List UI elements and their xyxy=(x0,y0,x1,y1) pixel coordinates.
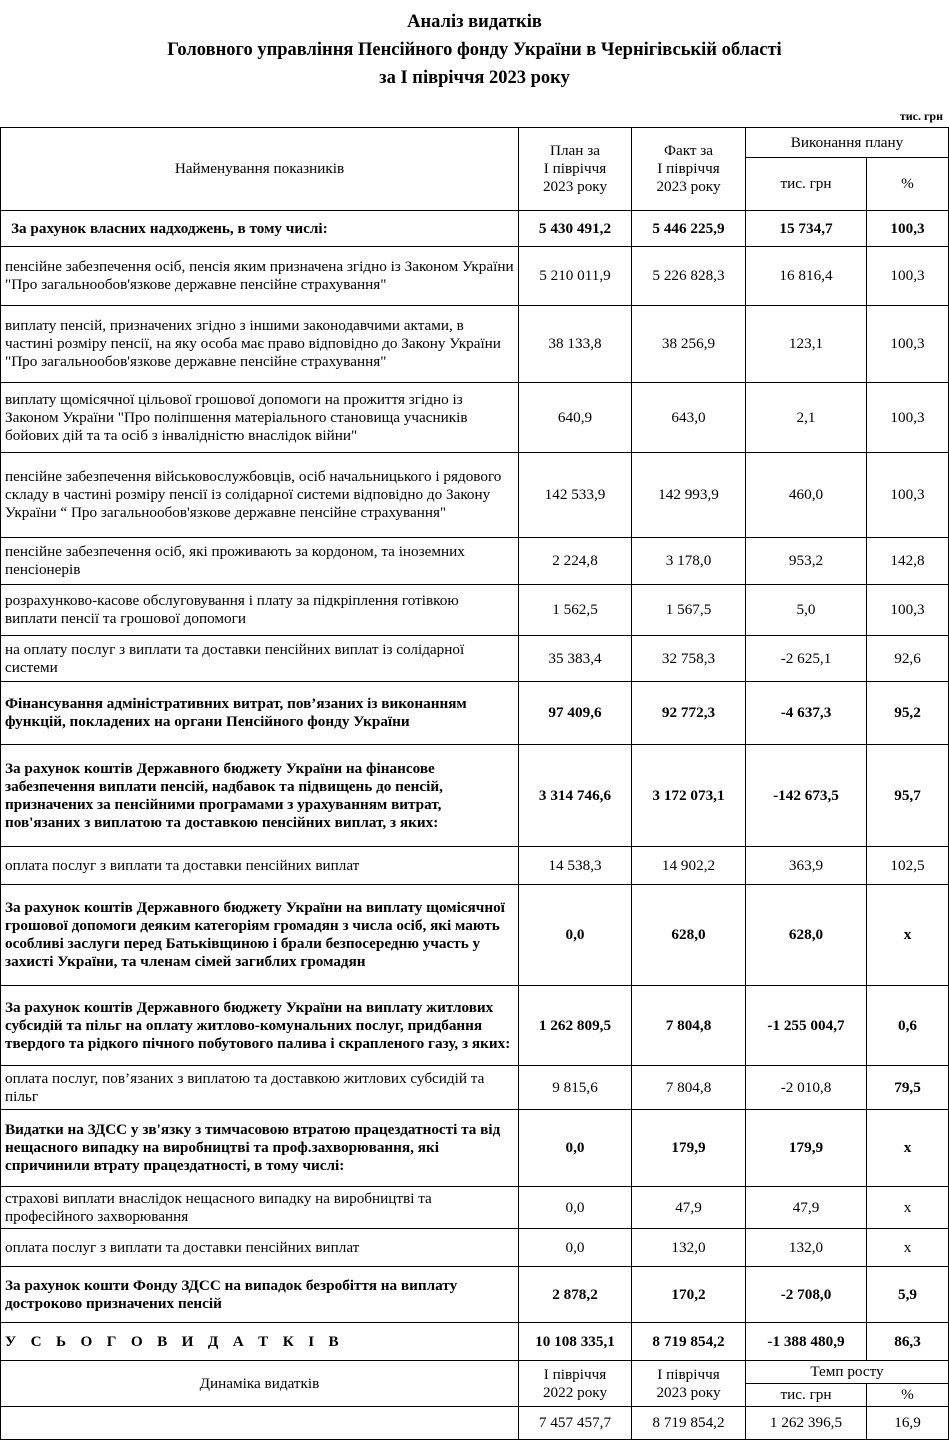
row-exec-pct: 0,6 xyxy=(867,986,949,1066)
row-plan: 14 538,3 xyxy=(519,847,632,885)
report-title xyxy=(0,8,949,92)
row-exec-abs: 16 816,4 xyxy=(746,247,867,306)
row-name: За рахунок коштів Державного бюджету України на фінансове забезпечення виплати пенсій, надбавок та підвищень до пенсій, призначених за пенсійними програмами з урахуванням витрат, пов'язаних з виплатою та доставкою пенсійних виплат, з яких: xyxy=(1,745,519,847)
row-fact: 14 902,2 xyxy=(632,847,746,885)
row-name: Видатки на ЗДСС у зв'язку з тимчасовою втратою працездатності та від нещасного випадку на виробництві та проф.захворювання, які спричинили втрату працездатності, в тому числі: xyxy=(1,1110,519,1187)
row-exec-pct: 95,7 xyxy=(867,745,949,847)
row-exec-abs: 460,0 xyxy=(746,453,867,538)
row-name: За рахунок власних надходжень, в тому числі: xyxy=(1,211,519,247)
table-row xyxy=(1,383,949,453)
row-exec-pct: 142,8 xyxy=(867,538,949,585)
row-exec-pct: 100,3 xyxy=(867,306,949,383)
row-fact: 7 804,8 xyxy=(632,1066,746,1110)
total-plan: 10 108 335,1 xyxy=(519,1323,632,1361)
row-fact: 643,0 xyxy=(632,383,746,453)
row-plan: 2 878,2 xyxy=(519,1267,632,1323)
row-fact: 170,2 xyxy=(632,1267,746,1323)
row-name: виплату пенсій, призначених згідно з іншими законодавчими актами, в частині розміру пенсії, на яку особа має право відповідно до Закону України "Про загальнообов'язкове державне пенсійне страхування" xyxy=(1,306,519,383)
table-row xyxy=(1,1229,949,1267)
table-row xyxy=(1,211,949,247)
dynamics-prev-line-1: І півріччя xyxy=(543,1365,607,1383)
header-exec-abs: тис. грн xyxy=(746,158,867,211)
row-exec-abs: 2,1 xyxy=(746,383,867,453)
row-exec-abs: -2 010,8 xyxy=(746,1066,867,1110)
row-exec-abs: 132,0 xyxy=(746,1229,867,1267)
dynamics-cur-line-2: 2023 року xyxy=(656,1383,721,1401)
table-row xyxy=(1,745,949,847)
row-exec-pct: х xyxy=(867,1229,949,1267)
total-exec-pct: 86,3 xyxy=(867,1323,949,1361)
dynamics-cur-value: 8 719 854,2 xyxy=(632,1407,746,1440)
header-plan xyxy=(519,128,632,211)
table-row xyxy=(1,682,949,745)
expenditure-table xyxy=(0,127,949,1440)
header-execution: Виконання плану xyxy=(746,128,949,158)
dynamics-header-row xyxy=(1,1361,949,1384)
table-row xyxy=(1,453,949,538)
row-exec-pct: 102,5 xyxy=(867,847,949,885)
header-plan-line-3: 2023 року xyxy=(542,178,608,195)
table-row xyxy=(1,885,949,986)
row-exec-abs: -4 637,3 xyxy=(746,682,867,745)
row-name: пенсійне забезпечення військовослужбовців, осіб начальницького і рядового складу в частині розміру пенсії із солідарної системи відповідно до Закону України “ Про загальнообов'язкове державне пенсійне страхування" xyxy=(1,453,519,538)
dynamics-growth-header: Темп росту xyxy=(746,1361,949,1384)
row-name: на оплату послуг з виплати та доставки пенсійних виплат із солідарної системи xyxy=(1,636,519,682)
row-exec-pct: 79,5 xyxy=(867,1066,949,1110)
row-exec-abs: 953,2 xyxy=(746,538,867,585)
total-fact: 8 719 854,2 xyxy=(632,1323,746,1361)
document-page xyxy=(0,8,949,1448)
row-fact: 5 446 225,9 xyxy=(632,211,746,247)
row-name: пенсійне забезпечення осіб, які проживають за кордоном, та іноземних пенсіонерів xyxy=(1,538,519,585)
row-plan: 5 210 011,9 xyxy=(519,247,632,306)
row-name: пенсійне забезпечення осіб, пенсія яким призначена згідно із Законом України "Про загальнообов'язкове державне пенсійне страхування" xyxy=(1,247,519,306)
header-exec-pct: % xyxy=(867,158,949,211)
row-exec-abs: 363,9 xyxy=(746,847,867,885)
row-exec-abs: -1 255 004,7 xyxy=(746,986,867,1066)
row-exec-abs: -2 625,1 xyxy=(746,636,867,682)
row-plan: 35 383,4 xyxy=(519,636,632,682)
header-row xyxy=(1,128,949,158)
row-fact: 3 172 073,1 xyxy=(632,745,746,847)
table-row xyxy=(1,538,949,585)
row-fact: 7 804,8 xyxy=(632,986,746,1066)
total-row xyxy=(1,1323,949,1361)
row-plan: 9 815,6 xyxy=(519,1066,632,1110)
dynamics-empty-cell xyxy=(1,1407,519,1440)
row-exec-pct: 100,3 xyxy=(867,453,949,538)
title-line-1: Аналіз видатків xyxy=(407,12,542,32)
row-exec-abs: 15 734,7 xyxy=(746,211,867,247)
row-name: оплата послуг, пов’язаних з виплатою та доставкою житлових субсидій та пільг xyxy=(1,1066,519,1110)
row-exec-pct: 95,2 xyxy=(867,682,949,745)
row-fact: 32 758,3 xyxy=(632,636,746,682)
table-row xyxy=(1,1187,949,1229)
total-exec-abs: -1 388 480,9 xyxy=(746,1323,867,1361)
row-exec-pct: 5,9 xyxy=(867,1267,949,1323)
row-exec-pct: 100,3 xyxy=(867,383,949,453)
table-row xyxy=(1,847,949,885)
dynamics-growth-abs-header: тис. грн xyxy=(746,1384,867,1407)
header-fact-line-1: Факт за xyxy=(663,142,714,159)
row-name: За рахунок кошти Фонду ЗДСС на випадок безробіття на виплату достроково призначених пенсій xyxy=(1,1267,519,1323)
dynamics-label: Динаміка видатків xyxy=(1,1361,519,1407)
dynamics-values-row xyxy=(1,1407,949,1440)
row-exec-abs: 179,9 xyxy=(746,1110,867,1187)
table-row xyxy=(1,585,949,636)
row-name: виплату щомісячної цільової грошової допомоги на прожиття згідно із Законом України "Про поліпшення матеріального становища учасників бойових дій та та осіб з інвалідністю внаслідок війни" xyxy=(1,383,519,453)
row-name: страхові виплати внаслідок нещасного випадку на виробництві та професійного захворювання xyxy=(1,1187,519,1229)
row-plan: 0,0 xyxy=(519,885,632,986)
row-exec-pct: 100,3 xyxy=(867,211,949,247)
dynamics-prev-line-2: 2022 року xyxy=(542,1383,608,1401)
row-fact: 5 226 828,3 xyxy=(632,247,746,306)
row-exec-abs: -142 673,5 xyxy=(746,745,867,847)
row-name: За рахунок коштів Державного бюджету України на виплату щомісячної грошової допомоги деяким категоріям громадян з числа осіб, які мають особливі заслуги перед Батьківщиною і брали безпосередню участь у захисті України, та членам сімей загиблих громадян xyxy=(1,885,519,986)
dynamics-growth-pct-value: 16,9 xyxy=(867,1407,949,1440)
title-line-3: за І півріччя 2023 року xyxy=(379,68,570,88)
row-fact: 3 178,0 xyxy=(632,538,746,585)
row-exec-pct: 100,3 xyxy=(867,585,949,636)
units-label: тис. грн xyxy=(899,109,943,123)
header-fact-line-2: І півріччя xyxy=(657,160,720,177)
dynamics-prev-header xyxy=(519,1361,632,1407)
row-plan: 0,0 xyxy=(519,1110,632,1187)
table-row xyxy=(1,247,949,306)
row-name: оплата послуг з виплати та доставки пенсійних виплат xyxy=(1,847,519,885)
row-exec-abs: 628,0 xyxy=(746,885,867,986)
row-exec-abs: 123,1 xyxy=(746,306,867,383)
table-row xyxy=(1,1110,949,1187)
row-fact: 179,9 xyxy=(632,1110,746,1187)
row-plan: 0,0 xyxy=(519,1187,632,1229)
row-fact: 142 993,9 xyxy=(632,453,746,538)
title-line-2: Головного управління Пенсійного фонду України в Чернігівській області xyxy=(167,40,782,60)
row-plan: 38 133,8 xyxy=(519,306,632,383)
row-exec-abs: 47,9 xyxy=(746,1187,867,1229)
header-plan-line-1: План за xyxy=(550,142,600,159)
row-plan: 2 224,8 xyxy=(519,538,632,585)
row-exec-abs: 5,0 xyxy=(746,585,867,636)
dynamics-prev-value: 7 457 457,7 xyxy=(519,1407,632,1440)
dynamics-growth-abs-value: 1 262 396,5 xyxy=(746,1407,867,1440)
table-row xyxy=(1,636,949,682)
row-fact: 1 567,5 xyxy=(632,585,746,636)
row-fact: 132,0 xyxy=(632,1229,746,1267)
table-row xyxy=(1,986,949,1066)
row-fact: 92 772,3 xyxy=(632,682,746,745)
row-plan: 97 409,6 xyxy=(519,682,632,745)
row-plan: 1 262 809,5 xyxy=(519,986,632,1066)
row-exec-pct: х xyxy=(867,1187,949,1229)
header-fact-line-3: 2023 року xyxy=(656,178,721,195)
row-name: розрахунково-касове обслуговування і плату за підкріплення готівкою виплати пенсії та грошової допомоги xyxy=(1,585,519,636)
row-plan: 1 562,5 xyxy=(519,585,632,636)
table-row xyxy=(1,1267,949,1323)
row-plan: 5 430 491,2 xyxy=(519,211,632,247)
row-fact: 628,0 xyxy=(632,885,746,986)
row-plan: 3 314 746,6 xyxy=(519,745,632,847)
row-name: оплата послуг з виплати та доставки пенсійних виплат xyxy=(1,1229,519,1267)
row-plan: 640,9 xyxy=(519,383,632,453)
row-fact: 38 256,9 xyxy=(632,306,746,383)
total-label: У С Ь О Г О В И Д А Т К І В xyxy=(1,1323,519,1361)
row-exec-pct: 100,3 xyxy=(867,247,949,306)
dynamics-cur-header xyxy=(632,1361,746,1407)
row-exec-abs: -2 708,0 xyxy=(746,1267,867,1323)
row-fact: 47,9 xyxy=(632,1187,746,1229)
dynamics-cur-line-1: І півріччя xyxy=(657,1365,720,1383)
row-plan: 0,0 xyxy=(519,1229,632,1267)
header-name: Найменування показників xyxy=(1,128,519,211)
row-exec-pct: х xyxy=(867,885,949,986)
row-name: За рахунок коштів Державного бюджету України на виплату житлових субсидій та пільг на оплату житлово-комунальних послуг, придбання твердого та рідкого пічного побутового палива і скрапленого газу, з яких: xyxy=(1,986,519,1066)
table-row xyxy=(1,1066,949,1110)
row-name: Фінансування адміністративних витрат, пов’язаних із виконанням функцій, покладених на органи Пенсійного фонду України xyxy=(1,682,519,745)
row-exec-pct: 92,6 xyxy=(867,636,949,682)
dynamics-growth-pct-header: % xyxy=(867,1384,949,1407)
header-fact xyxy=(632,128,746,211)
row-exec-pct: х xyxy=(867,1110,949,1187)
row-plan: 142 533,9 xyxy=(519,453,632,538)
table-row xyxy=(1,306,949,383)
header-plan-line-2: І півріччя xyxy=(543,160,607,177)
